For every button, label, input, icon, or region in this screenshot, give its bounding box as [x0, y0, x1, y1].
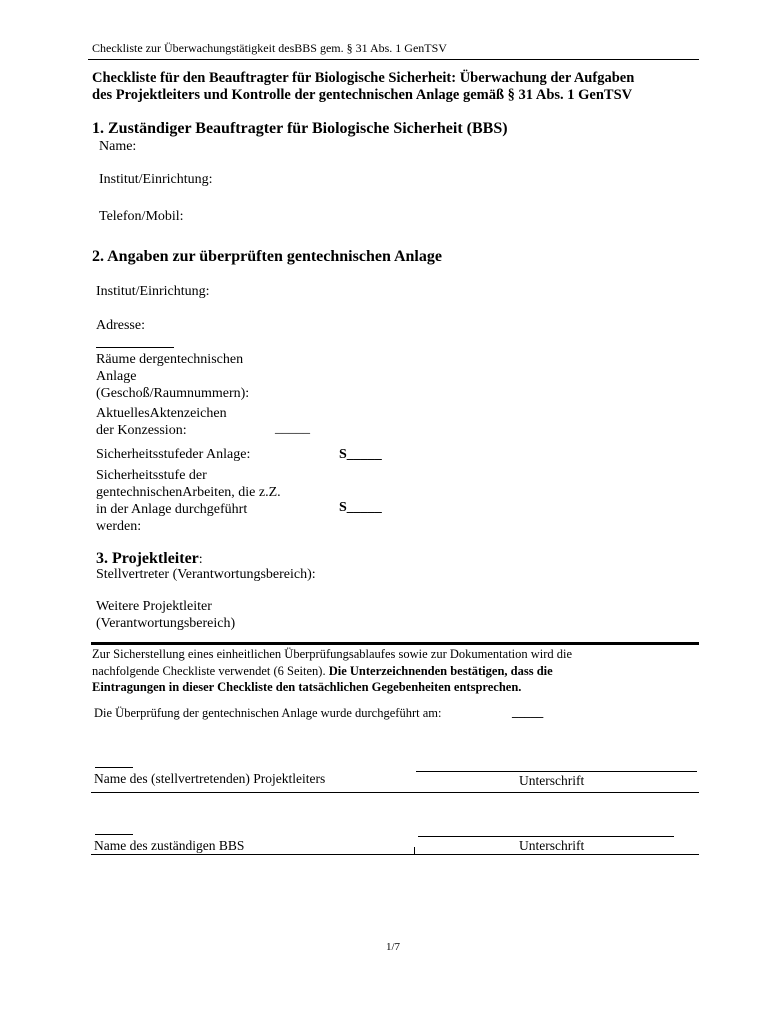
- section-2-heading: 2. Angaben zur überprüften gentechnischen Anlage: [92, 248, 442, 265]
- stufe-arbeiten-value: S_____: [339, 500, 382, 515]
- section-divider: [91, 642, 699, 645]
- weitere-line-1: Weitere Projektleiter: [96, 599, 212, 614]
- signature-2-signature-line: [418, 836, 674, 837]
- document-title-line-2: des Projektleiters und Kontrolle der gentechnischen Anlage gemäß § 31 Abs. 1 GenTSV: [92, 87, 633, 103]
- stufe-anlage-label: Sicherheitsstufeder Anlage:: [96, 447, 251, 462]
- stufe-arbeiten-line-4: werden:: [96, 519, 142, 534]
- stufe-arbeiten-line-2: gentechnischenArbeiten, die z.Z.: [96, 485, 281, 500]
- statement-line-2-bold: Die Unterzeichnenden bestätigen, dass die: [328, 663, 553, 678]
- raeume-label-line-1: Räume dergentechnischen: [96, 352, 244, 367]
- stufe-anlage-value: S_____: [339, 447, 382, 462]
- header-rule: [88, 59, 699, 60]
- raeume-label-line-3: (Geschoß/Raumnummern):: [96, 386, 250, 401]
- signature-1-bottom-rule: [91, 792, 699, 793]
- document-title-line-1: Checkliste für den Beauftragter für Biologische Sicherheit: Überwachung der Aufgaben: [92, 70, 635, 86]
- stufe-arbeiten-line-1: Sicherheitsstufe der: [96, 468, 207, 483]
- bbs-institut-label: Institut/Einrichtung:: [99, 172, 213, 187]
- section-3-heading: [96, 550, 203, 568]
- inspection-date-blank: _____: [512, 705, 544, 719]
- signature-2-bottom-rule: [91, 854, 699, 855]
- weitere-line-2: (Verantwortungsbereich): [96, 616, 236, 631]
- section-3-heading-text: 3. Projektleiter: [96, 550, 199, 567]
- stellvertreter-label: Stellvertreter (Verantwortungsbereich):: [96, 567, 316, 582]
- statement-line-2-normal: nachfolgende Checkliste verwendet (6 Seiten).: [92, 663, 329, 678]
- aktenzeichen-label-line-2: der Konzession:: [96, 423, 187, 438]
- signature-1-name-blank-line: [95, 767, 133, 768]
- anlage-institut-label: Institut/Einrichtung:: [96, 284, 210, 299]
- weitere-projektleiter-label: [96, 598, 235, 632]
- inspection-date-label: Die Überprüfung der gentechnischen Anlage wurde durchgeführt am:: [94, 706, 442, 720]
- stufe-arbeiten-label: [96, 467, 281, 535]
- statement-line-1: Zur Sicherstellung eines einheitlichen Überprüfungsablaufes sowie zur Dokumentation wird die: [92, 647, 573, 661]
- page-number: 1/7: [386, 941, 401, 953]
- running-header: Checkliste zur Überwachungstätigkeit desBBS gem. § 31 Abs. 1 GenTSV: [92, 41, 447, 55]
- statement-line-3: Eintragungen in dieser Checkliste den tatsächlichen Gegebenheiten entsprechen.: [92, 680, 522, 694]
- signature-2-column-divider: [414, 847, 415, 855]
- statement-paragraph: [92, 646, 572, 696]
- section-1-heading: 1. Zuständiger Beauftragter für Biologische Sicherheit (BBS): [92, 120, 508, 137]
- bbs-name-label: Name:: [99, 139, 137, 154]
- signature-1-signature-line: [416, 771, 697, 772]
- raeume-label: [96, 351, 249, 402]
- aktenzeichen-blank: _____: [275, 421, 310, 436]
- aktenzeichen-label-line-1: AktuellesAktenzeichen: [96, 406, 227, 421]
- bbs-telefon-label: Telefon/Mobil:: [99, 209, 184, 224]
- statement-line-2: [92, 663, 572, 680]
- signature-1-signature-label: Unterschrift: [519, 773, 585, 788]
- signature-1-name-label: Name des (stellvertretenden) Projektleiters: [94, 771, 326, 786]
- aktenzeichen-label: [96, 405, 227, 439]
- section-3-heading-colon: :: [198, 552, 203, 567]
- adresse-blank-line: [96, 347, 174, 348]
- signature-2-name-label: Name des zuständigen BBS: [94, 838, 245, 853]
- document-title: [92, 70, 634, 104]
- signature-2-signature-label: Unterschrift: [519, 838, 585, 853]
- signature-2-name-blank-line: [95, 834, 133, 835]
- raeume-label-line-2: Anlage: [96, 369, 137, 384]
- anlage-adresse-label: Adresse:: [96, 318, 145, 333]
- stufe-arbeiten-line-3: in der Anlage durchgeführt: [96, 502, 248, 517]
